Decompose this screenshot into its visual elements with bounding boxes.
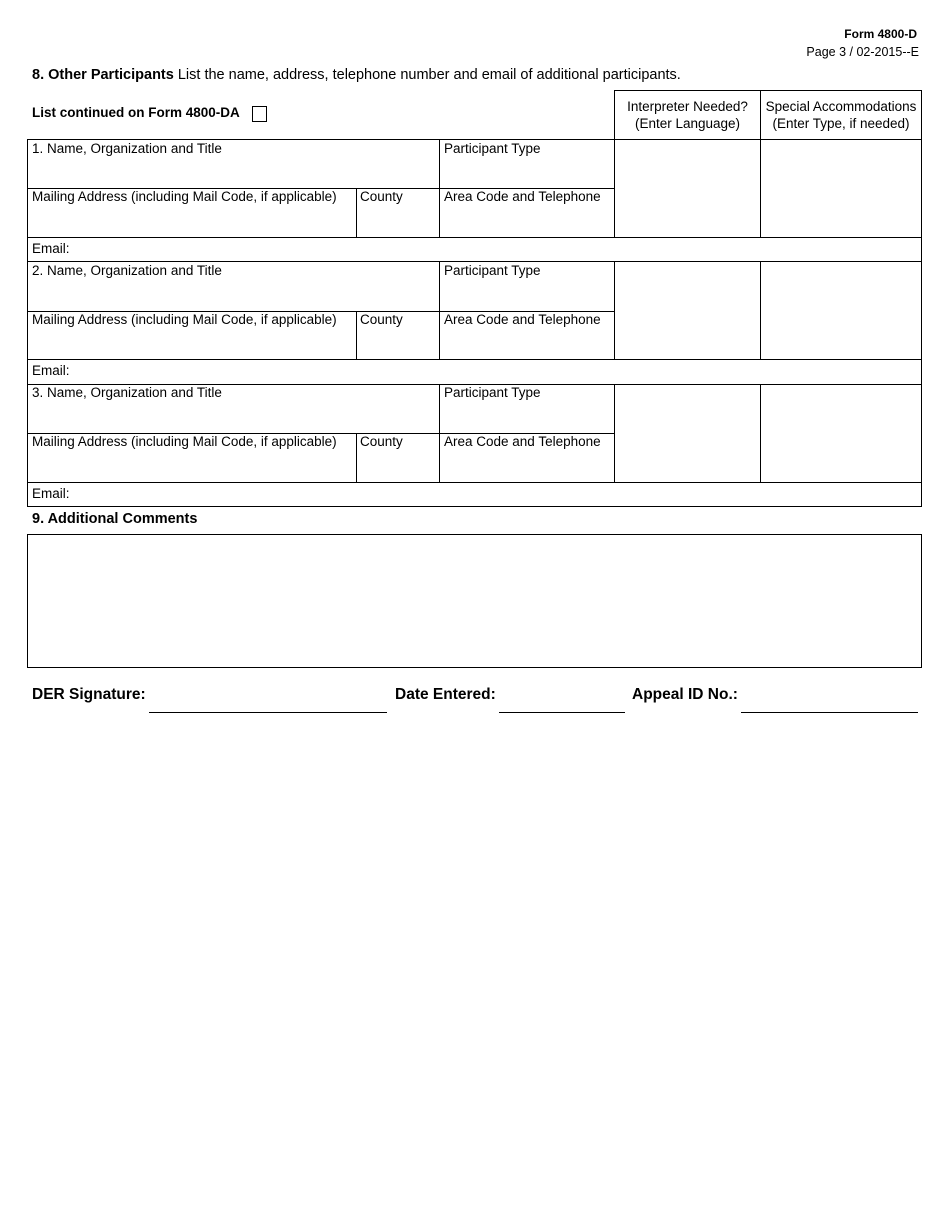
participant-2-county-label: County <box>360 312 403 327</box>
participant-3-email-input[interactable] <box>75 483 921 506</box>
participant-1-address-label: Mailing Address (including Mail Code, if applicable) <box>32 189 337 204</box>
participant-3-phone-label: Area Code and Telephone <box>444 434 601 449</box>
appeal-id-label: Appeal ID No.: <box>632 686 738 703</box>
participant-1-county-input[interactable] <box>357 206 438 236</box>
participant-3-county-label: County <box>360 434 403 449</box>
interpreter-header-line2: (Enter Language) <box>634 116 741 131</box>
additional-comments-input[interactable] <box>27 534 922 668</box>
section-9-title: 9. Additional Comments <box>32 511 198 527</box>
participant-3-interpreter-input[interactable] <box>615 385 759 481</box>
participant-2-type-label: Participant Type <box>444 263 541 278</box>
participant-2-address-input[interactable] <box>28 329 355 358</box>
participant-3-address-input[interactable] <box>28 451 355 481</box>
participant-3-type-input[interactable] <box>440 402 613 432</box>
section-8-heading <box>32 67 681 83</box>
der-signature-line[interactable] <box>149 712 387 713</box>
participant-1-phone-input[interactable] <box>440 206 613 236</box>
date-entered-label: Date Entered: <box>395 686 496 703</box>
list-continued-checkbox[interactable] <box>252 106 267 122</box>
form-number: Form 4800-D <box>844 27 917 41</box>
participant-1-type-input[interactable] <box>440 158 613 187</box>
participant-3-name-label: 3. Name, Organization and Title <box>32 385 222 400</box>
participant-1-name-input[interactable] <box>28 158 438 187</box>
list-continued-label: List continued on Form 4800-DA <box>32 105 240 120</box>
participant-2-interpreter-input[interactable] <box>615 262 759 358</box>
participant-1-interpreter-input[interactable] <box>615 140 759 236</box>
appeal-id-line[interactable] <box>741 712 918 713</box>
participant-3-type-label: Participant Type <box>444 385 541 400</box>
participant-1-name-label: 1. Name, Organization and Title <box>32 141 222 156</box>
participant-2-phone-label: Area Code and Telephone <box>444 312 601 327</box>
participant-3-address-label: Mailing Address (including Mail Code, if applicable) <box>32 434 337 449</box>
section-8-title: 8. Other Participants <box>32 67 174 83</box>
participant-1-accommodations-input[interactable] <box>761 140 921 236</box>
participant-2-name-label: 2. Name, Organization and Title <box>32 263 222 278</box>
interpreter-header-line1: Interpreter Needed? <box>627 99 748 114</box>
page-info: Page 3 / 02-2015--E <box>806 45 919 59</box>
der-signature-label: DER Signature: <box>32 686 146 703</box>
participant-2-email-input[interactable] <box>75 360 921 384</box>
participant-2-name-input[interactable] <box>28 280 438 310</box>
participant-1-county-label: County <box>360 189 403 204</box>
participant-2-accommodations-input[interactable] <box>761 262 921 358</box>
participant-3-accommodations-input[interactable] <box>761 385 921 481</box>
participant-2-type-input[interactable] <box>440 280 613 310</box>
section-8-instructions: List the name, address, telephone number and email of additional participants. <box>173 67 681 83</box>
participant-3-county-input[interactable] <box>357 451 438 481</box>
interpreter-header <box>614 98 761 132</box>
participant-3-phone-input[interactable] <box>440 451 613 481</box>
accommodations-header-line2: (Enter Type, if needed) <box>772 116 910 131</box>
participant-3-name-input[interactable] <box>28 402 438 432</box>
participant-2-county-input[interactable] <box>357 329 438 358</box>
accommodations-header-line1: Special Accommodations <box>765 99 917 114</box>
participant-1-email-input[interactable] <box>75 238 921 261</box>
participant-2-address-label: Mailing Address (including Mail Code, if applicable) <box>32 312 337 327</box>
participant-1-email-label: Email: <box>32 241 70 256</box>
participant-2-phone-input[interactable] <box>440 329 613 358</box>
participant-1-type-label: Participant Type <box>444 141 541 156</box>
participant-3-email-label: Email: <box>32 486 70 501</box>
participant-1-address-input[interactable] <box>28 206 355 236</box>
accommodations-header <box>760 98 922 132</box>
participant-2-email-label: Email: <box>32 363 70 378</box>
date-entered-line[interactable] <box>499 712 625 713</box>
participant-1-phone-label: Area Code and Telephone <box>444 189 601 204</box>
